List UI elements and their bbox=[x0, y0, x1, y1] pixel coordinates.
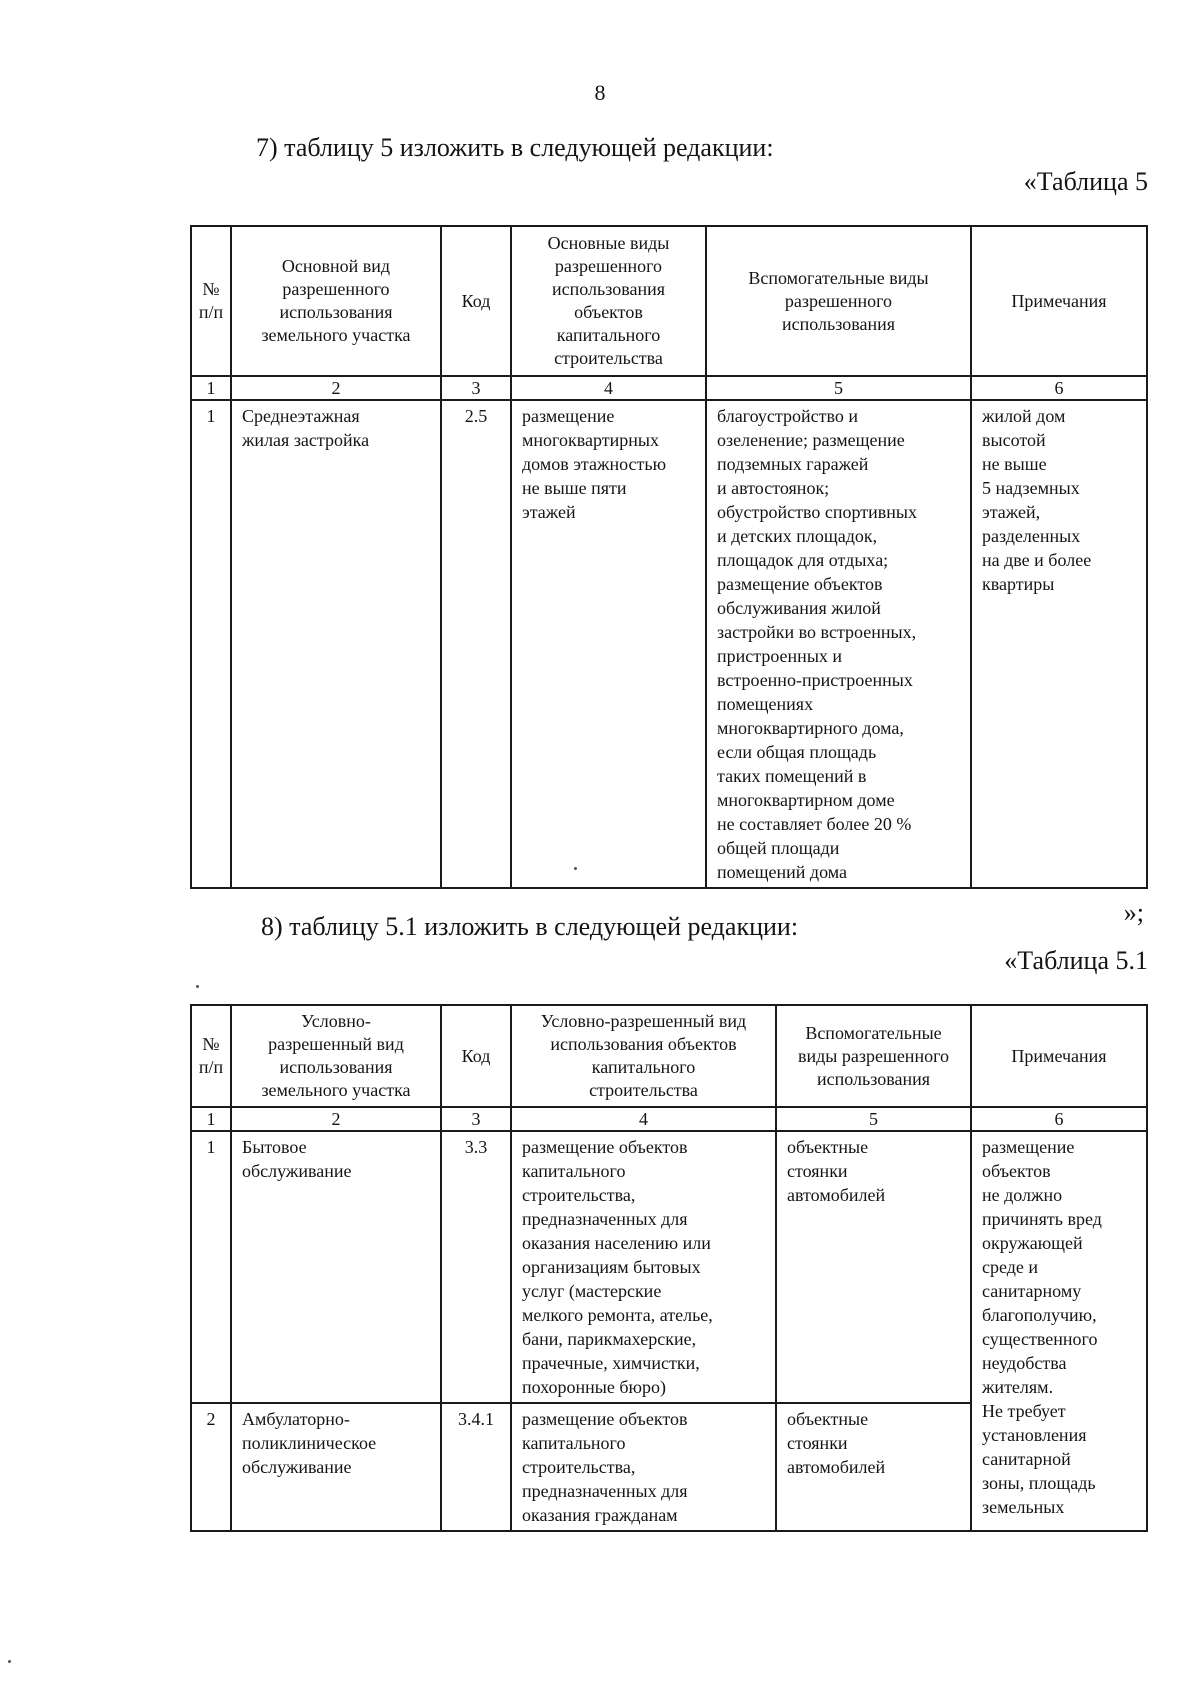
table-5-closing-quote: »; bbox=[1123, 898, 1144, 927]
use-code: 3.3 bbox=[441, 1131, 511, 1403]
row-number: 1 bbox=[191, 1131, 231, 1403]
conditional-uses: размещение объектов капитального строительства, предназначенных для оказания гражданам bbox=[511, 1403, 776, 1531]
auxiliary-uses: объектные стоянки автомобилей bbox=[776, 1403, 971, 1531]
section-8-heading: 8) таблицу 5.1 изложить в следующей редакции: bbox=[261, 912, 799, 941]
header-code: Код bbox=[441, 1005, 511, 1107]
col-index: 6 bbox=[971, 1107, 1147, 1131]
table-row bbox=[191, 1131, 1147, 1403]
header-num: № п/п bbox=[191, 1005, 231, 1107]
col-index: 3 bbox=[441, 1107, 511, 1131]
header-num: № п/п bbox=[191, 226, 231, 376]
land-use-type: Среднеэтажная жилая застройка bbox=[231, 400, 441, 888]
auxiliary-uses: объектные стоянки автомобилей bbox=[776, 1131, 971, 1403]
row-number: 1 bbox=[191, 400, 231, 888]
header-land-use-type: Основной вид разрешенного использования земельного участка bbox=[231, 226, 441, 376]
col-index: 2 bbox=[231, 376, 441, 400]
notes: размещение объектов не должно причинять вред окружающей среде и санитарному благополучию, существенного неудобства жителям. Не требует установления санитарной зоны, площадь земельных bbox=[971, 1131, 1147, 1531]
table-5-1 bbox=[190, 1004, 1148, 1532]
page-number: 8 bbox=[594, 80, 606, 105]
col-index: 3 bbox=[441, 376, 511, 400]
land-use-type: Бытовое обслуживание bbox=[231, 1131, 441, 1403]
col-index: 6 bbox=[971, 376, 1147, 400]
main-uses: размещение многоквартирных домов этажностью не выше пяти этажей bbox=[511, 400, 706, 888]
table-row bbox=[191, 400, 1147, 888]
table-5-index-row bbox=[191, 376, 1147, 400]
col-index: 2 bbox=[231, 1107, 441, 1131]
col-index: 1 bbox=[191, 376, 231, 400]
table-5 bbox=[190, 225, 1148, 889]
table-5-1-caption: «Таблица 5.1 bbox=[1004, 946, 1148, 975]
conditional-uses: размещение объектов капитального строительства, предназначенных для оказания населению или организациям бытовых услуг (мастерские мелкого ремонта, ателье, бани, парикмахерские, прачечные, химчистки, похоронные бюро) bbox=[511, 1131, 776, 1403]
use-code: 2.5 bbox=[441, 400, 511, 888]
land-use-type: Амбулаторно- поликлиническое обслуживание bbox=[231, 1403, 441, 1531]
header-conditional-uses: Условно-разрешенный вид использования объектов капитального строительства bbox=[511, 1005, 776, 1107]
table-5-caption: «Таблица 5 bbox=[1023, 167, 1148, 196]
col-index: 4 bbox=[511, 1107, 776, 1131]
header-land-use-type: Условно- разрешенный вид использования земельного участка bbox=[231, 1005, 441, 1107]
header-auxiliary-uses: Вспомогательные виды разрешенного использования bbox=[706, 226, 971, 376]
header-notes: Примечания bbox=[971, 1005, 1147, 1107]
table-5-1-index-row bbox=[191, 1107, 1147, 1131]
col-index: 5 bbox=[776, 1107, 971, 1131]
table-5-1-header-row bbox=[191, 1005, 1147, 1107]
auxiliary-uses: благоустройство и озеленение; размещение подземных гаражей и автостоянок; обустройство спортивных и детских площадок, площадок для отдыха; размещение объектов обслуживания жилой застройки во встроенных, пристроенных и встроенно-пристроенных помещениях многоквартирного дома, если общая площадь таких помещений в многоквартирном доме не составляет более 20 % общей площади помещений дома bbox=[706, 400, 971, 888]
header-main-uses: Основные виды разрешенного использования объектов капитального строительства bbox=[511, 226, 706, 376]
use-code: 3.4.1 bbox=[441, 1403, 511, 1531]
col-index: 4 bbox=[511, 376, 706, 400]
table-5-header-row bbox=[191, 226, 1147, 376]
scan-speck bbox=[8, 1660, 11, 1663]
header-auxiliary-uses: Вспомогательные виды разрешенного использования bbox=[776, 1005, 971, 1107]
scan-speck bbox=[574, 867, 577, 870]
col-index: 5 bbox=[706, 376, 971, 400]
notes: жилой дом высотой не выше 5 надземных этажей, разделенных на две и более квартиры bbox=[971, 400, 1147, 888]
col-index: 1 bbox=[191, 1107, 231, 1131]
row-number: 2 bbox=[191, 1403, 231, 1531]
scan-speck bbox=[196, 985, 199, 988]
header-code: Код bbox=[441, 226, 511, 376]
header-notes: Примечания bbox=[971, 226, 1147, 376]
section-7-heading: 7) таблицу 5 изложить в следующей редакции: bbox=[256, 133, 774, 162]
